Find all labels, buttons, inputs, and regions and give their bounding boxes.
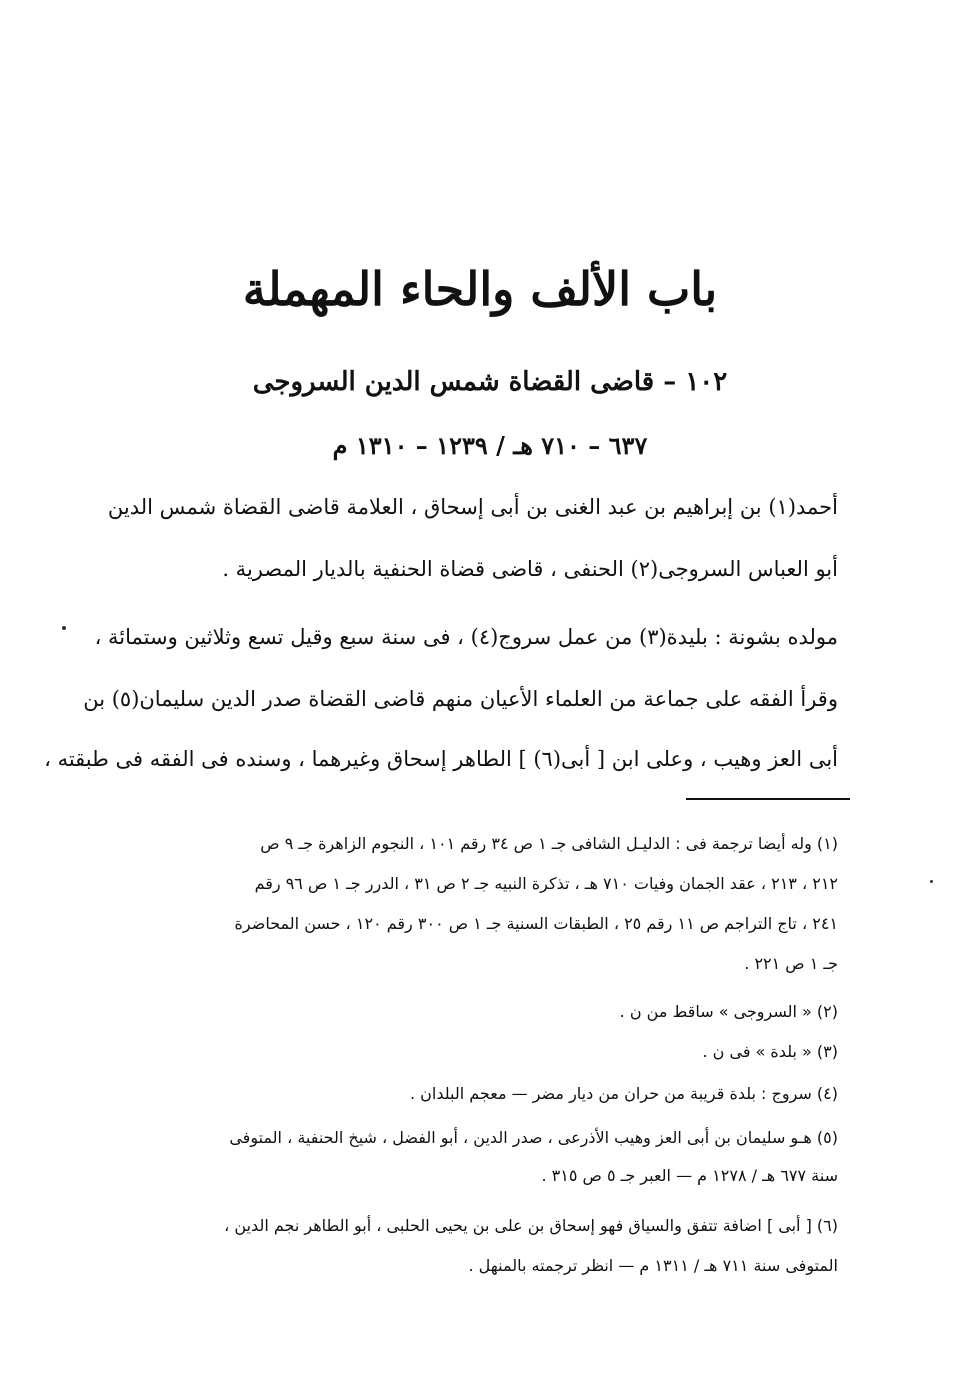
footnote-separator <box>686 798 850 800</box>
footnote-line: (٢) « السروجى » ساقط من ن . <box>619 1002 838 1021</box>
section-title: باب الألف والحاء المهملة <box>242 262 718 316</box>
footnote-line: (٣) « بلدة » فى ن . <box>702 1042 838 1061</box>
body-line: وقرأ الفقه على جماعة من العلماء الأعيان منهم قاضى القضاة صدر الدين سليمان(٥) بن <box>83 687 838 711</box>
body-line: أحمد(١) بن إبراهيم بن عبد الغنى بن أبى إسحاق ، العلامة قاضى القضاة شمس الدين <box>107 495 838 519</box>
entry-dates: ٦٣٧ – ٧١٠ هـ / ١٢٣٩ – ١٣١٠ م <box>332 431 648 460</box>
footnote-line: (٥) هـو سليمان بن أبى العز وهيب الأذرعى ، صدر الدين ، أبو الفضل ، شيخ الحنفية ، المتوفى <box>229 1128 838 1147</box>
scan-speck <box>62 626 66 630</box>
entry-heading: ١٠٢ – قاضى القضاة شمس الدين السروجى <box>252 367 728 397</box>
body-line: مولده بشونة : بليدة(٣) من عمل سروج(٤) ، فى سنة سبع وقيل تسع وثلاثين وستمائة ، <box>94 625 838 649</box>
footnote-line: جـ ١ ص ٢٢١ . <box>744 954 838 973</box>
scan-speck <box>930 880 933 883</box>
footnote-line: ٢١٢ ، ٢١٣ ، عقد الجمان وفيات ٧١٠ هـ ، تذكرة النبيه جـ ٢ ص ٣١ ، الدرر جـ ١ ص ٩٦ رقم <box>254 874 838 893</box>
footnote-line: (٦) [ أبى ] اضافة تتفق والسياق فهو إسحاق بن على بن يحيى الحلبى ، أبو الطاهر نجم الدين ، <box>224 1216 838 1235</box>
footnote-line: (٤) سروج : بلدة قريبة من حران من ديار مضر — معجم البلدان . <box>409 1084 838 1103</box>
footnote-line: ٢٤١ ، تاج التراجم ص ١١ رقم ٢٥ ، الطبقات السنية جـ ١ ص ٣٠٠ رقم ١٢٠ ، حسن المحاضرة <box>234 914 838 933</box>
body-line: أبو العباس السروجى(٢) الحنفى ، قاضى قضاة الحنفية بالديار المصرية . <box>222 557 838 581</box>
footnote-line: سنة ٦٧٧ هـ / ١٢٧٨ م — العبر جـ ٥ ص ٣١٥ . <box>541 1166 838 1185</box>
body-line: أبى العز وهيب ، وعلى ابن [ أبى(٦) ] الطاهر إسحاق وغيرهما ، وسنده فى الفقه فى طبقته ، <box>44 747 838 771</box>
footnote-line: المتوفى سنة ٧١١ هـ / ١٣١١ م — انظر ترجمته بالمنهل . <box>468 1256 838 1275</box>
footnote-line: (١) وله أيضا ترجمة فى : الدليـل الشافى جـ ١ ص ٣٤ رقم ١٠١ ، النجوم الزاهرة جـ ٩ ص <box>260 834 838 853</box>
